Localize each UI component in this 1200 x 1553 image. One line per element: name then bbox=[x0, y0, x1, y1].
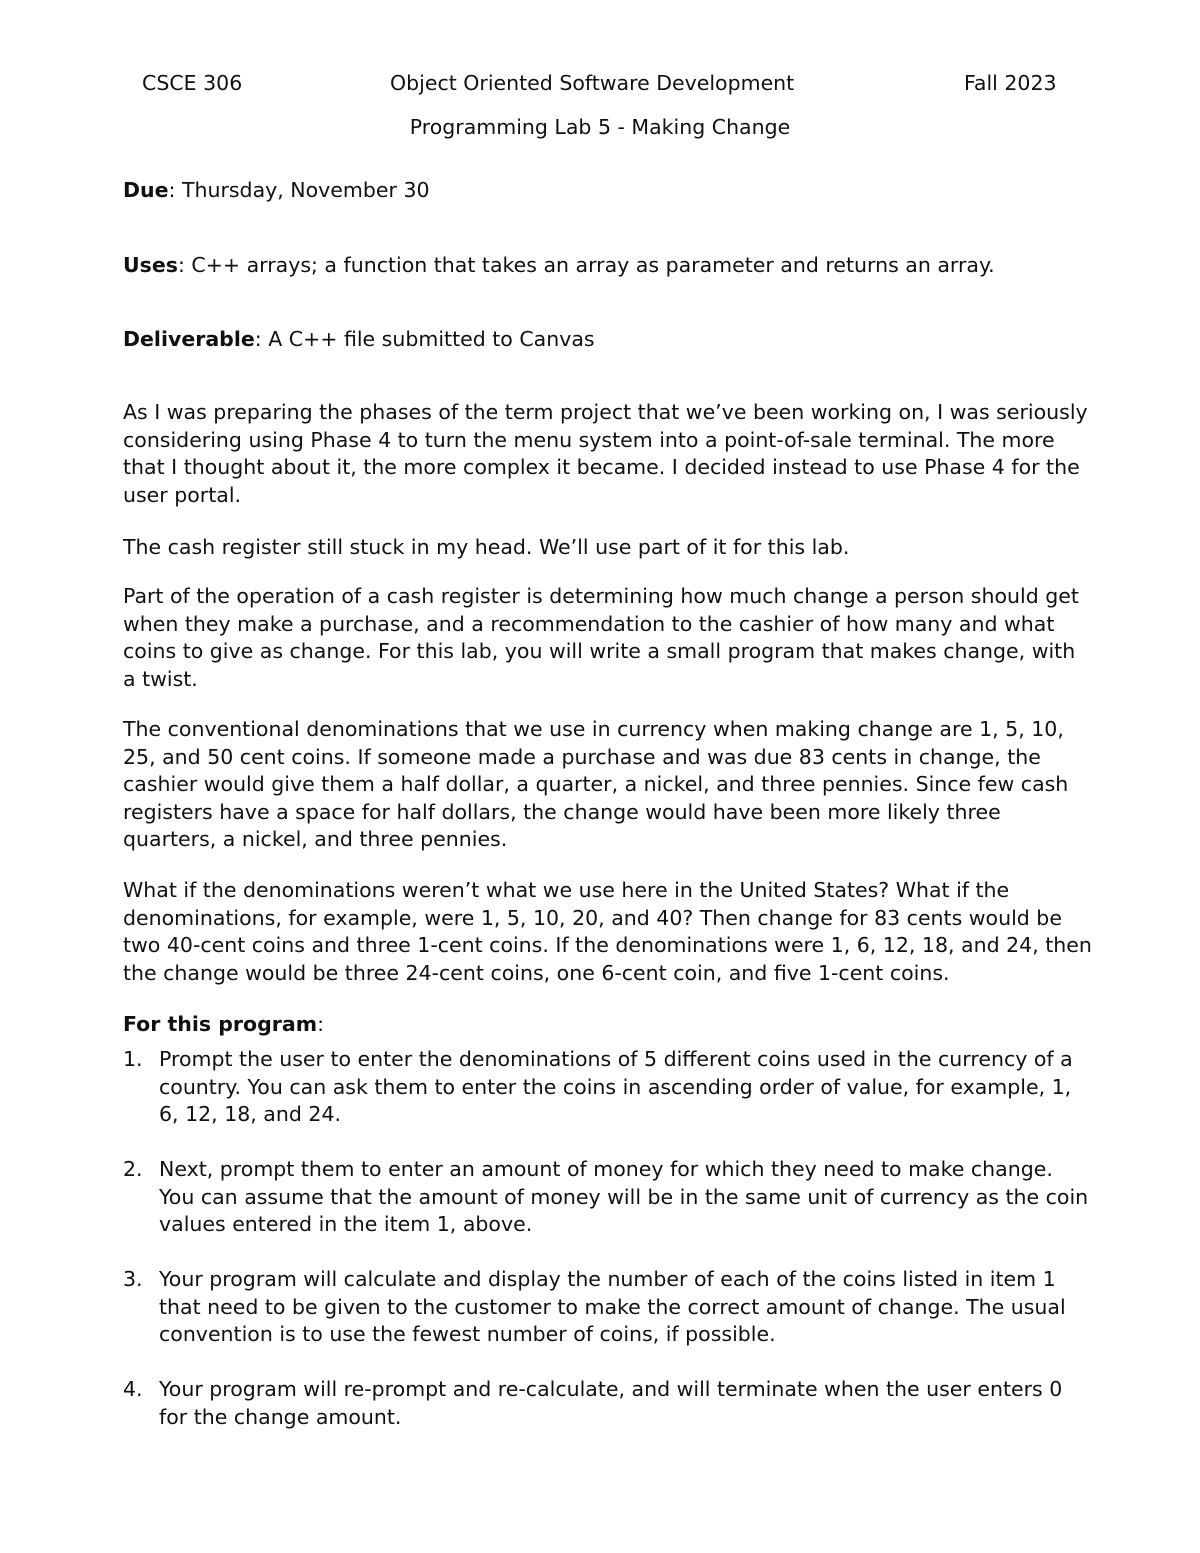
deliverable-label: Deliverable bbox=[123, 327, 255, 351]
paragraph-what-if: What if the denominations weren’t what we use here in the United States? What if the denominations, for example, were 1, 5, 10, 20, and 40? Then change for 83 cents would be two 40-cent coins and three 1-cent coins. If the denominations were 1, 6, 12, 18, and 24, then the change would be three 24-cent coins, one 6-cent coin, and five 1-cent coins. bbox=[123, 878, 1092, 985]
course-title: Object Oriented Software Development bbox=[390, 71, 795, 95]
term: Fall 2023 bbox=[964, 71, 1057, 95]
uses-value: : C++ arrays; a function that takes an array as parameter and returns an array. bbox=[177, 253, 995, 277]
list-number: 3. bbox=[123, 1267, 143, 1291]
list-text: Next, prompt them to enter an amount of money for which they need to make change. You can assume that the amount of money will be in the same unit of currency as the coin values entered in the item 1, above. bbox=[159, 1157, 1089, 1236]
due-value: : Thursday, November 30 bbox=[168, 178, 430, 202]
uses-label: Uses bbox=[123, 253, 178, 277]
paragraph-intro: As I was preparing the phases of the term project that we’ve been working on, I was seriously considering using Phase 4 to turn the menu system into a point-of-sale terminal. The more that I thought about it, the more complex it became. I decided instead to use Phase 4 for the user portal. bbox=[123, 400, 1088, 507]
program-heading-colon: : bbox=[317, 1012, 325, 1036]
due-line bbox=[123, 177, 430, 205]
list-text: Prompt the user to enter the denominations of 5 different coins used in the currency of a country. You can ask them to enter the coins in ascending order of value, for example, 1, 6, 12, 18, and 24. bbox=[159, 1047, 1073, 1126]
list-number: 4. bbox=[123, 1377, 143, 1401]
uses-line bbox=[123, 252, 995, 280]
deliverable-value: : A C++ file submitted to Canvas bbox=[254, 327, 595, 351]
due-label: Due bbox=[123, 178, 169, 202]
paragraph-operation: Part of the operation of a cash register is determining how much change a person should get when they make a purchase, and a recommendation to the cashier of how many and what coins to give as change. For this lab, you will write a small program that makes change, with a twist. bbox=[123, 584, 1079, 691]
lab-title: Programming Lab 5 - Making Change bbox=[409, 115, 791, 139]
list-number: 2. bbox=[123, 1157, 143, 1181]
deliverable-line bbox=[123, 326, 595, 354]
page-header bbox=[0, 70, 1200, 100]
program-heading-line bbox=[123, 1011, 324, 1039]
paragraph-cash-register: The cash register still stuck in my head. We’ll use part of it for this lab. bbox=[123, 535, 850, 559]
program-heading: For this program bbox=[123, 1012, 318, 1036]
list-number: 1. bbox=[123, 1047, 143, 1071]
paragraph-conventional: The conventional denominations that we use in currency when making change are 1, 5, 10, 25, and 50 cent coins. If someone made a purchase and was due 83 cents in change, the cashier would give them a half dollar, a quarter, a nickel, and three pennies. Since few cash registers have a space for half dollars, the change would have been more likely three quarters, a nickel, and three pennies. bbox=[123, 717, 1069, 851]
list-text: Your program will re-prompt and re-calculate, and will terminate when the user enters 0 for the change amount. bbox=[159, 1377, 1063, 1429]
course-code: CSCE 306 bbox=[142, 71, 243, 95]
list-text: Your program will calculate and display the number of each of the coins listed in item 1 that need to be given to the customer to make the correct amount of change. The usual convention is to use the fewest number of coins, if possible. bbox=[159, 1267, 1066, 1346]
